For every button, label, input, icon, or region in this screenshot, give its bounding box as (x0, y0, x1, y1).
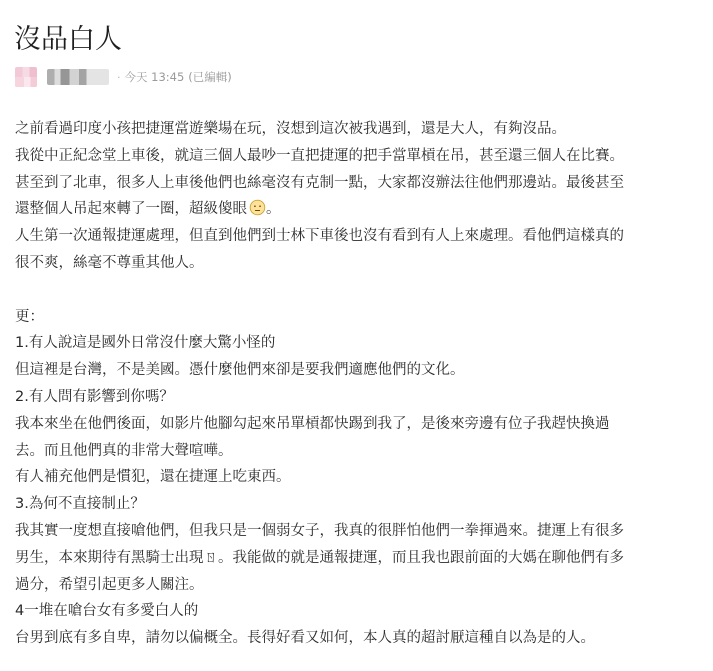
body-line: 我本來坐在他們後面，如影片他腳勾起來吊單槓都快踢到我了，是後來旁邊有位子我趕快換過 (15, 415, 610, 432)
speechless-face-icon (249, 199, 266, 216)
body-line: 過分，希望引起更多人關注。 (15, 576, 204, 593)
body-line: 人生第一次通報捷運處理，但直到他們到士林下車後也沒有看到有人上來處理。看他們這樣真的 (15, 228, 624, 245)
edited-label: (已編輯) (188, 70, 232, 84)
body-line: 台男到底有多自卑，請勿以偏概全。長得好看又如何，本人真的超討厭這種自以為是的人。 (15, 630, 595, 647)
body-line: 2.有人問有影響到你嗎？ (15, 388, 174, 405)
blank-line (15, 277, 705, 304)
post-body (15, 116, 705, 652)
avatar[interactable] (15, 67, 37, 87)
update-heading: 更： (15, 308, 44, 325)
body-line (15, 196, 705, 223)
body-line: 我從中正紀念堂上車後，就這三個人最吵一直把捷運的把手當單槓在吊，甚至還三個人在比賽。 (15, 147, 624, 164)
body-line: 男生，本來期待有黑騎士出現ㄖ。我能做的就是通報捷運，而且我也跟前面的大媽在聊他們有多 (15, 549, 624, 566)
body-line: 但這裡是台灣，不是美國。憑什麼他們來卻是要我們適應他們的文化。 (15, 362, 465, 379)
body-line: 4一堆在嗆台女有多愛白人的 (15, 603, 199, 620)
post-title: 沒品白人 (14, 24, 122, 55)
post-time: 今天 13:45 (124, 70, 185, 84)
body-text: 還整個人吊起來轉了一圈，超級傻眼 (15, 201, 247, 218)
body-line: 1.有人說這是國外日常沒什麼大驚小怪的 (15, 335, 276, 352)
body-line: 我其實一度想直接嗆他們，但我只是一個弱女子，我真的很胖怕他們一拳揮過來。捷運上有很多 (15, 522, 624, 539)
body-line: 甚至到了北車，很多人上車後他們也絲毫沒有克制一點，大家都沒辦法往他們那邊站。最後甚至 (15, 174, 624, 191)
body-line: 很不爽，絲毫不尊重其他人。 (15, 254, 204, 271)
body-line: 去。而且他們真的非常大聲喧嘩。 (15, 442, 233, 459)
post-meta (15, 66, 232, 88)
body-text-end: 。 (266, 201, 281, 218)
meta-separator: · (117, 70, 121, 84)
author-name-blurred[interactable] (47, 69, 109, 85)
body-line: 有人補充他們是慣犯，還在捷運上吃東西。 (15, 469, 291, 486)
body-line: 之前看過印度小孩把捷運當遊樂場在玩，沒想到這次被我遇到，還是大人，有夠沒品。 (15, 121, 566, 137)
body-line: 3.為何不直接制止？ (15, 496, 145, 513)
